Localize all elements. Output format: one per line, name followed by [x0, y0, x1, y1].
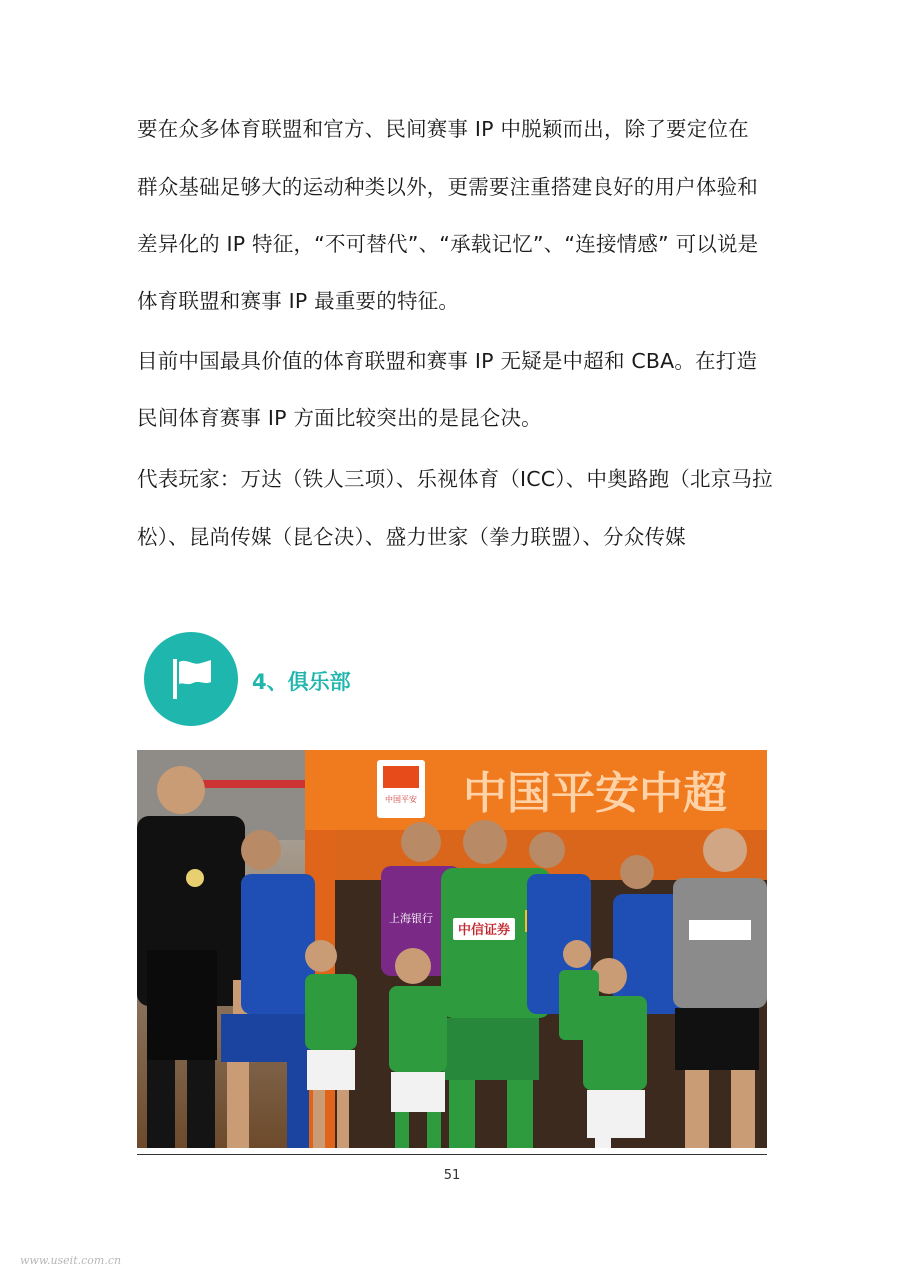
text-line: 要在众多体育联盟和官方、民间赛事 IP 中脱颖而出，除了要定位在: [137, 117, 749, 141]
watermark: www.useit.com.cn: [20, 1254, 122, 1267]
flag-icon: [144, 632, 238, 726]
page-number: 51: [443, 1168, 461, 1183]
section-heading: [144, 632, 544, 726]
section-title: 4、俱乐部: [252, 670, 351, 694]
text-line: 体育联盟和赛事 IP 最重要的特征。: [137, 289, 460, 313]
text-line: 群众基础足够大的运动种类以外，更需要注重搭建良好的用户体验和: [137, 175, 758, 199]
text-line: 代表玩家：万达（铁人三项）、乐视体育（ICC）、中奥路跑（北京马拉: [137, 467, 773, 491]
jersey-sponsor-text: 中信证券: [457, 923, 511, 938]
footer-rule: [137, 1154, 767, 1155]
text-line: 松）、昆尚传媒（昆仑决）、盛力世家（拳力联盟）、分众传媒: [137, 525, 686, 549]
club-photo: [137, 750, 767, 1148]
text-line: 民间体育赛事 IP 方面比较突出的是昆仑决。: [137, 406, 542, 430]
banner-text: 中国平安中超: [463, 768, 727, 819]
sponsor-badge-text: 中国平安: [385, 795, 417, 804]
text-line: 目前中国最具价值的体育联盟和赛事 IP 无疑是中超和 CBA。在打造: [137, 349, 758, 373]
text-line: 差异化的 IP 特征，“不可替代”、“承载记忆”、“连接情感” 可以说是: [137, 232, 759, 256]
shanghai-sponsor-text: 上海银行: [389, 912, 433, 925]
